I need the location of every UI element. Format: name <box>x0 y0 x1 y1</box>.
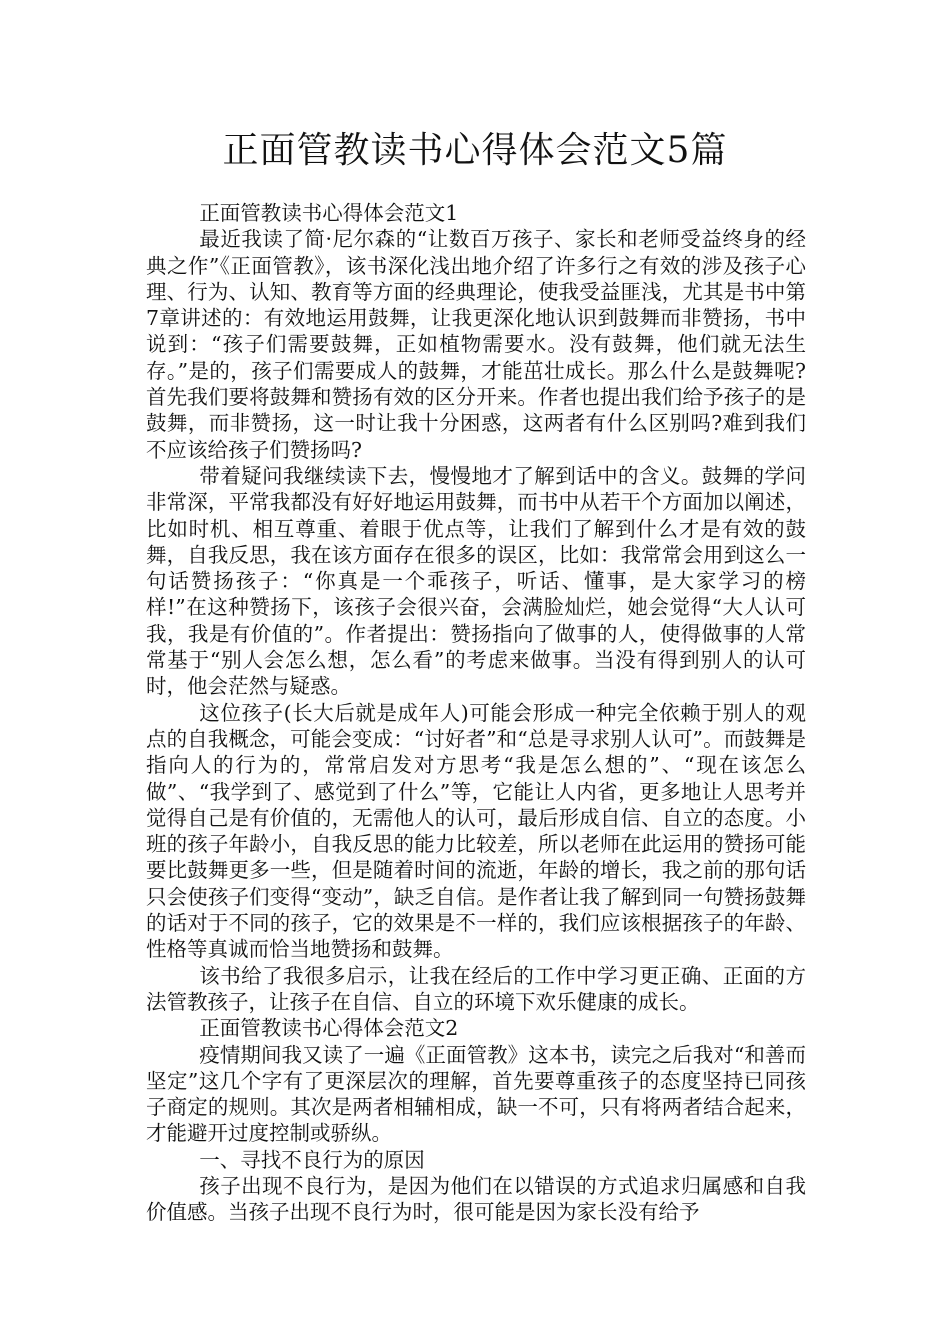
subheading: 一、寻找不良行为的原因 <box>199 1147 425 1172</box>
paragraph: 这位孩子(长大后就是成年人)可能会形成一种完全依赖于别人的观点的自我概念，可能会变成：“讨好者”和“总是寻求别人认可”。而鼓舞是指向人的行为的，常常启发对方思考“我是怎么想的”、“现在该怎么做”、“我学到了、感觉到了什么”等，它能让人内省，更多地让人思考并觉得自己是有价值的，无需他人的认可，最后形成自信、自立的态度。小班的孩子年龄小，自我反思的能力比较差，所以老师在此运用的赞扬可能要比鼓舞更多一些，但是随着时间的流逝，年龄的增长，我之前的那句话只会使孩子们变得“变动”，缺乏自信。是作者让我了解到同一句赞扬鼓舞的话对于不同的孩子，它的效果是不一样的，我们应该根据孩子的年龄、性格等真诚而恰当地赞扬和鼓舞。 <box>146 700 806 962</box>
section-heading-1: 正面管教读书心得体会范文1 <box>199 201 459 225</box>
paragraph: 孩子出现不良行为，是因为他们在以错误的方式追求归属感和自我价值感。当孩子出现不良行为时，很可能是因为家长没有给予 <box>146 1173 806 1225</box>
paragraph: 该书给了我很多启示，让我在经后的工作中学习更正确、正面的方法管教孩子，让孩子在自信、自立的环境下欢乐健康的成长。 <box>146 963 806 1014</box>
paragraph: 疫情期间我又读了一遍《正面管教》这本书，读完之后我对“和善而坚定”这几个字有了更深层次的理解，首先要尊重孩子的态度坚持已同孩子商定的规则。其次是两者相辅相成，缺一不可，只有将两者结合起来，才能避开过度控制或骄纵。 <box>146 1042 806 1146</box>
document-title: 正面管教读书心得体会范文5篇 <box>222 130 728 171</box>
paragraph: 带着疑问我继续读下去，慢慢地才了解到话中的含义。鼓舞的学问非常深，平常我都没有好好地运用鼓舞，而书中从若干个方面加以阐述，比如时机、相互尊重、着眼于优点等，让我们了解到什么才是有效的鼓舞，自我反思，我在该方面存在很多的误区，比如：我常常会用到这么一句话赞扬孩子：“你真是一个乖孩子，听话、懂事，是大家学习的榜样!”在这种赞扬下，该孩子会很兴奋，会满脸灿烂，她会觉得“大人认可我，我是有价值的”。作者提出：赞扬指向了做事的人，使得做事的人常常基于“别人会怎么想，怎么看”的考虑来做事。当没有得到别人的认可时，他会茫然与疑惑。 <box>146 463 806 699</box>
document-body <box>146 200 806 1226</box>
paragraph: 最近我读了简·尼尔森的“让数百万孩子、家长和老师受益终身的经典之作”《正面管教》，该书深化浅出地介绍了许多行之有效的涉及孩子心理、行为、认知、教育等方面的经典理论，使我受益匪浅，尤其是书中第7章讲述的：有效地运用鼓舞，让我更深化地认识到鼓舞而非赞扬，书中说到：“孩子们需要鼓舞，正如植物需要水。没有鼓舞，他们就无法生存。”是的，孩子们需要成人的鼓舞，才能茁壮成长。那么什么是鼓舞呢?首先我们要将鼓舞和赞扬有效的区分开来。作者也提出我们给予孩子的是鼓舞，而非赞扬，这一时让我十分困惑，这两者有什么区别吗?难到我们不应该给孩子们赞扬吗? <box>146 227 806 462</box>
section-heading-2: 正面管教读书心得体会范文2 <box>199 1016 459 1041</box>
